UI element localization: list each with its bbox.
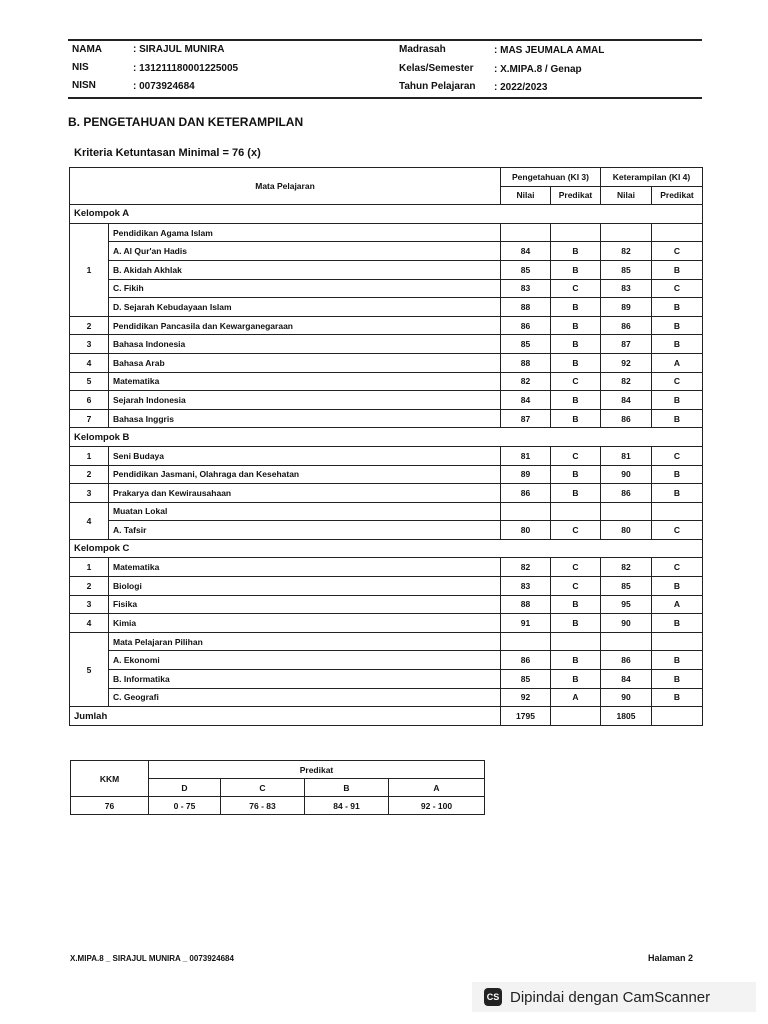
kkm-header: KKM (71, 761, 149, 797)
camscanner-watermark (472, 982, 756, 1012)
table-row (70, 502, 703, 521)
tahun-label: Tahun Pelajaran (399, 81, 476, 92)
predikat-ki3: B (551, 391, 601, 410)
table-row (70, 651, 703, 670)
nilai-ki3 (501, 632, 551, 651)
predikat-ki3: C (551, 521, 601, 540)
nilai-ki3: 86 (501, 484, 551, 503)
predikat-ki4 (652, 502, 703, 521)
col-header-subject: Mata Pelajaran (70, 168, 501, 205)
nilai-ki3: 92 (501, 688, 551, 707)
nilai-ki4: 86 (601, 409, 652, 428)
table-row (70, 446, 703, 465)
grade-label: C (221, 779, 305, 797)
table-row (70, 391, 703, 410)
subject-name: Seni Budaya (109, 446, 501, 465)
subject-name: Bahasa Arab (109, 353, 501, 372)
predikat-ki3: A (551, 688, 601, 707)
predikat-ki3: C (551, 446, 601, 465)
predikat-ki3: C (551, 372, 601, 391)
nama-label: NAMA (72, 44, 102, 55)
header-top-rule (68, 39, 702, 41)
grade-label: D (149, 779, 221, 797)
nilai-ki4: 82 (601, 242, 652, 261)
nilai-ki3: 86 (501, 651, 551, 670)
predikat-ki3 (551, 632, 601, 651)
row-number: 1 (70, 558, 109, 577)
predikat-ki3: B (551, 316, 601, 335)
nilai-ki4: 86 (601, 651, 652, 670)
row-number: 6 (70, 391, 109, 410)
predikat-ki4: C (652, 279, 703, 298)
subject-name: Prakarya dan Kewirausahaan (109, 484, 501, 503)
nilai-ki3: 86 (501, 316, 551, 335)
nilai-ki4: 87 (601, 335, 652, 354)
predikat-ki4: B (652, 651, 703, 670)
row-number: 3 (70, 335, 109, 354)
nilai-ki4: 83 (601, 279, 652, 298)
grades-table-body (70, 205, 703, 726)
predikat-ki3: B (551, 670, 601, 689)
nis-label: NIS (72, 62, 89, 73)
nilai-ki4: 82 (601, 372, 652, 391)
predikat-ki4: A (652, 353, 703, 372)
predikat-ki3 (551, 223, 601, 242)
total-nilai: 1795 (501, 707, 551, 726)
row-number: 5 (70, 372, 109, 391)
subject-name: Pendidikan Jasmani, Olahraga dan Kesehatan (109, 465, 501, 484)
nilai-ki3 (501, 223, 551, 242)
predikat-ki4: B (652, 614, 703, 633)
group-row (70, 539, 703, 558)
predikat-ki4: B (652, 688, 703, 707)
row-number: 2 (70, 577, 109, 596)
total-row (70, 707, 703, 726)
table-row (70, 260, 703, 279)
kelas-value: : X.MIPA.8 / Genap (494, 64, 582, 75)
camscanner-icon: CS (484, 988, 502, 1006)
subject-name: B. Akidah Akhlak (109, 260, 501, 279)
nilai-ki4: 84 (601, 391, 652, 410)
predikat-ki3: B (551, 465, 601, 484)
predikat-ki4: A (652, 595, 703, 614)
nilai-ki3: 83 (501, 279, 551, 298)
predikat-ki4: C (652, 446, 703, 465)
subject-name: C. Geografi (109, 688, 501, 707)
footer-student-id: X.MIPA.8 _ SIRAJUL MUNIRA _ 0073924684 (70, 954, 234, 963)
row-number: 7 (70, 409, 109, 428)
madrasah-label: Madrasah (399, 44, 446, 55)
table-row (70, 670, 703, 689)
col-header-predikat-ki4: Predikat (652, 186, 703, 205)
nilai-ki4 (601, 632, 652, 651)
nilai-ki4: 90 (601, 688, 652, 707)
table-row (70, 484, 703, 503)
subject-name: Bahasa Indonesia (109, 335, 501, 354)
nilai-ki3: 84 (501, 242, 551, 261)
nilai-ki4: 86 (601, 316, 652, 335)
col-header-ki4: Keterampilan (KI 4) (601, 168, 703, 187)
table-row (70, 335, 703, 354)
table-row (70, 465, 703, 484)
section-title: B. PENGETAHUAN DAN KETERAMPILAN (68, 115, 304, 129)
col-header-ki3: Pengetahuan (KI 3) (501, 168, 601, 187)
nilai-ki4: 81 (601, 446, 652, 465)
predikat-ki3: C (551, 558, 601, 577)
subject-name: Biologi (109, 577, 501, 596)
table-row (70, 632, 703, 651)
table-row (70, 614, 703, 633)
header-bottom-rule (68, 97, 702, 99)
predikat-ki4: B (652, 260, 703, 279)
predikat-ki4: B (652, 316, 703, 335)
row-number: 4 (70, 353, 109, 372)
nilai-ki3: 87 (501, 409, 551, 428)
group-label: Kelompok C (70, 539, 703, 558)
predikat-ki3: B (551, 335, 601, 354)
predikat-ki4 (652, 632, 703, 651)
subject-name: C. Fikih (109, 279, 501, 298)
subject-name: Sejarah Indonesia (109, 391, 501, 410)
col-header-nilai-ki4: Nilai (601, 186, 652, 205)
nilai-ki4: 85 (601, 577, 652, 596)
nilai-ki4: 82 (601, 558, 652, 577)
row-number: 1 (70, 223, 109, 316)
nilai-ki4: 92 (601, 353, 652, 372)
nilai-ki4: 95 (601, 595, 652, 614)
nilai-ki3: 80 (501, 521, 551, 540)
predikat-ki4: B (652, 465, 703, 484)
predikat-header: Predikat (149, 761, 485, 779)
subject-name: Mata Pelajaran Pilihan (109, 632, 501, 651)
subject-name: A. Ekonomi (109, 651, 501, 670)
nilai-ki3: 83 (501, 577, 551, 596)
predikat-ki3: B (551, 614, 601, 633)
nilai-ki4: 90 (601, 465, 652, 484)
grades-table (69, 167, 703, 726)
predikat-ki3: B (551, 353, 601, 372)
row-number: 1 (70, 446, 109, 465)
predikat-ki4: B (652, 670, 703, 689)
nilai-ki4: 89 (601, 298, 652, 317)
predikat-ki4: B (652, 298, 703, 317)
predikat-ki4: C (652, 372, 703, 391)
nilai-ki3: 88 (501, 298, 551, 317)
nilai-ki3: 88 (501, 595, 551, 614)
camscanner-text: Dipindai dengan CamScanner (510, 988, 711, 1006)
grade-label: A (389, 779, 485, 797)
predikat-ki4: B (652, 484, 703, 503)
table-row (70, 558, 703, 577)
nilai-ki3: 84 (501, 391, 551, 410)
grade-label: B (305, 779, 389, 797)
group-label: Kelompok B (70, 428, 703, 447)
subject-name: A. Tafsir (109, 521, 501, 540)
col-header-predikat-ki3: Predikat (551, 186, 601, 205)
predikat-ki3: B (551, 298, 601, 317)
group-row (70, 205, 703, 224)
subject-name: Matematika (109, 558, 501, 577)
table-row (70, 688, 703, 707)
nilai-ki4: 86 (601, 484, 652, 503)
predikat-ki4: B (652, 391, 703, 410)
nilai-ki4: 85 (601, 260, 652, 279)
total-nilai: 1805 (601, 707, 652, 726)
nilai-ki3: 81 (501, 446, 551, 465)
kkm-table (70, 760, 485, 815)
subject-name: Pendidikan Pancasila dan Kewarganegaraan (109, 316, 501, 335)
grade-range: 76 - 83 (221, 797, 305, 815)
subject-name: Bahasa Inggris (109, 409, 501, 428)
nilai-ki3: 89 (501, 465, 551, 484)
nilai-ki4: 90 (601, 614, 652, 633)
kkm-value: 76 (71, 797, 149, 815)
nilai-ki4: 80 (601, 521, 652, 540)
madrasah-value: : MAS JEUMALA AMAL (494, 45, 605, 56)
nama-value: : SIRAJUL MUNIRA (133, 44, 225, 55)
footer-page-number: Halaman 2 (648, 953, 694, 963)
predikat-ki3: B (551, 409, 601, 428)
nilai-ki3: 91 (501, 614, 551, 633)
kelas-label: Kelas/Semester (399, 63, 474, 74)
nis-value: : 131211180001225005 (133, 63, 239, 74)
predikat-ki4: C (652, 521, 703, 540)
table-row (70, 521, 703, 540)
predikat-ki4: C (652, 242, 703, 261)
nilai-ki4 (601, 223, 652, 242)
subject-name: Kimia (109, 614, 501, 633)
predikat-ki3 (551, 502, 601, 521)
nilai-ki3: 82 (501, 558, 551, 577)
col-header-nilai-ki3: Nilai (501, 186, 551, 205)
predikat-ki4: B (652, 577, 703, 596)
table-row (70, 353, 703, 372)
predikat-ki4 (652, 223, 703, 242)
nilai-ki3: 88 (501, 353, 551, 372)
table-row (70, 298, 703, 317)
predikat-ki3: B (551, 260, 601, 279)
predikat-ki3: B (551, 484, 601, 503)
row-number: 5 (70, 632, 109, 706)
total-label: Jumlah (70, 707, 501, 726)
subject-name: Fisika (109, 595, 501, 614)
group-row (70, 428, 703, 447)
nilai-ki3: 85 (501, 260, 551, 279)
nilai-ki3 (501, 502, 551, 521)
table-row (70, 577, 703, 596)
predikat-ki4: B (652, 335, 703, 354)
nilai-ki3: 82 (501, 372, 551, 391)
tahun-value: : 2022/2023 (494, 82, 548, 93)
predikat-ki3: B (551, 595, 601, 614)
predikat-ki3: B (551, 242, 601, 261)
kkm-criteria-title: Kriteria Ketuntasan Minimal = 76 (x) (74, 147, 261, 159)
predikat-ki4: B (652, 409, 703, 428)
predikat-ki3: C (551, 577, 601, 596)
table-row (70, 372, 703, 391)
subject-name: A. Al Qur'an Hadis (109, 242, 501, 261)
subject-name: Muatan Lokal (109, 502, 501, 521)
predikat-ki3: B (551, 651, 601, 670)
group-label: Kelompok A (70, 205, 703, 224)
subject-name: D. Sejarah Kebudayaan Islam (109, 298, 501, 317)
row-number: 4 (70, 614, 109, 633)
subject-name: Pendidikan Agama Islam (109, 223, 501, 242)
grade-range: 0 - 75 (149, 797, 221, 815)
table-row (70, 316, 703, 335)
grade-range: 92 - 100 (389, 797, 485, 815)
predikat-ki4: C (652, 558, 703, 577)
row-number: 2 (70, 465, 109, 484)
row-number: 3 (70, 595, 109, 614)
nisn-value: : 0073924684 (133, 81, 195, 92)
table-row (70, 242, 703, 261)
empty-cell (652, 707, 703, 726)
row-number: 2 (70, 316, 109, 335)
empty-cell (551, 707, 601, 726)
nisn-label: NISN (72, 80, 96, 91)
table-row (70, 223, 703, 242)
nilai-ki3: 85 (501, 335, 551, 354)
subject-name: Matematika (109, 372, 501, 391)
nilai-ki4 (601, 502, 652, 521)
nilai-ki4: 84 (601, 670, 652, 689)
predikat-ki3: C (551, 279, 601, 298)
table-row (70, 409, 703, 428)
nilai-ki3: 85 (501, 670, 551, 689)
subject-name: B. Informatika (109, 670, 501, 689)
table-row (70, 595, 703, 614)
grade-range: 84 - 91 (305, 797, 389, 815)
table-row (70, 279, 703, 298)
row-number: 4 (70, 502, 109, 539)
row-number: 3 (70, 484, 109, 503)
